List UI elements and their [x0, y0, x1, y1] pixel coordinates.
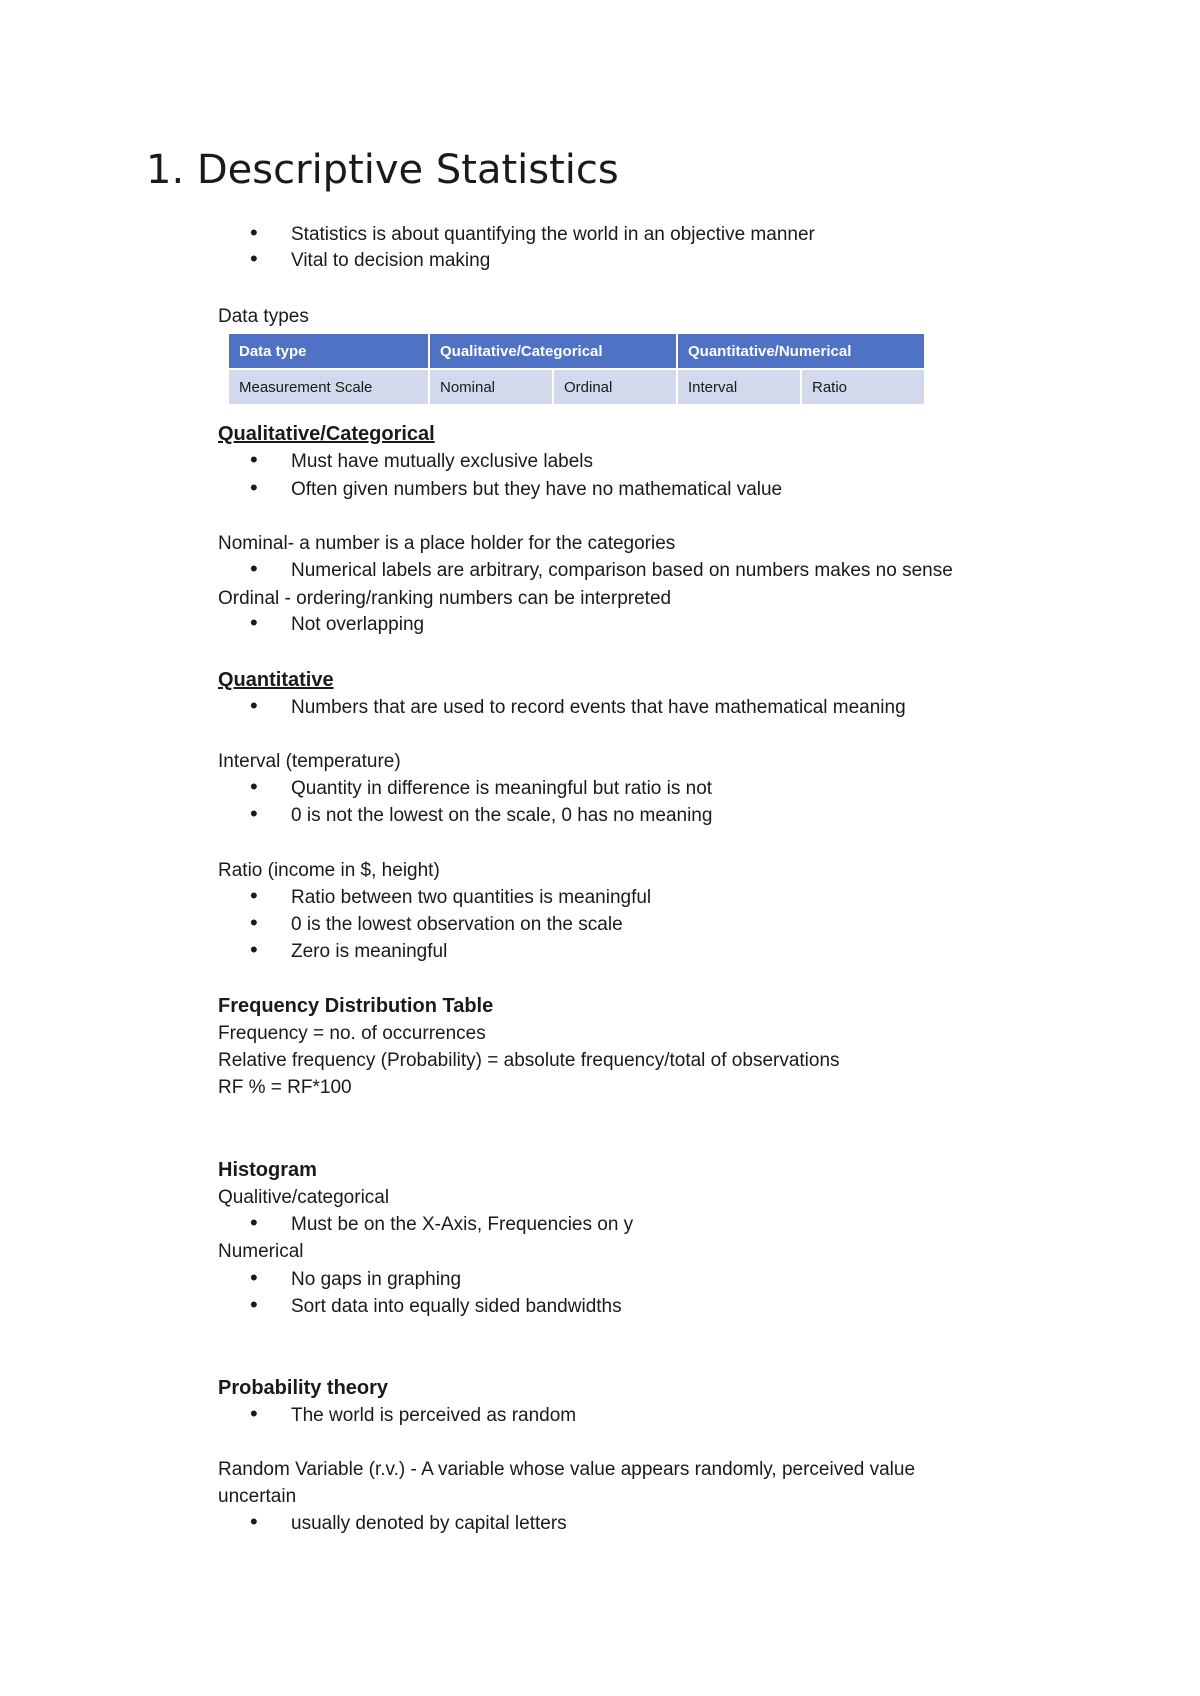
- table-row: [229, 369, 925, 404]
- list-item: • The world is perceived as random: [291, 1403, 576, 1429]
- list-item: • Not overlapping: [291, 612, 424, 638]
- table-header-cell: Quantitative/Numerical: [677, 334, 925, 369]
- ratio-line: Ratio (income in $, height): [218, 860, 440, 881]
- interval-line: Interval (temperature): [218, 751, 401, 772]
- ordinal-line: Ordinal - ordering/ranking numbers can be interpreted: [218, 588, 672, 609]
- list-item: • Numerical labels are arbitrary, comparison based on numbers makes no sense: [291, 558, 953, 584]
- list-item: • Must have mutually exclusive labels: [291, 449, 593, 475]
- section-heading: Qualitative/Categorical: [218, 423, 435, 445]
- data-types-table: [229, 334, 926, 404]
- list-item: • 0 is not the lowest on the scale, 0 has no meaning: [291, 803, 712, 829]
- table-cell: Interval: [677, 369, 801, 404]
- list-item: • Zero is meaningful: [291, 939, 447, 965]
- table-cell: Ratio: [801, 369, 925, 404]
- list-item: • Ratio between two quantities is meaningful: [291, 885, 651, 911]
- list-item: • Numbers that are used to record events that have mathematical meaning: [291, 695, 906, 721]
- list-item: • Statistics is about quantifying the world in an objective manner: [291, 222, 815, 248]
- text-line: Numerical: [218, 1241, 304, 1262]
- text-line: Random Variable (r.v.) - A variable whose value appears randomly, perceived value: [218, 1459, 916, 1480]
- list-item: • Vital to decision making: [291, 248, 490, 274]
- list-item: • Quantity in difference is meaningful but ratio is not: [291, 776, 712, 802]
- text-line: Relative frequency (Probability) = absolute frequency/total of observations: [218, 1050, 840, 1071]
- table-header-cell: Qualitative/Categorical: [429, 334, 677, 369]
- data-types-label: Data types: [218, 306, 309, 327]
- nominal-line: Nominal- a number is a place holder for the categories: [218, 533, 676, 554]
- text-line: Frequency = no. of occurrences: [218, 1023, 486, 1044]
- list-item: • 0 is the lowest observation on the scale: [291, 912, 623, 938]
- list-item: • Sort data into equally sided bandwidths: [291, 1294, 622, 1320]
- section-heading: Quantitative: [218, 669, 334, 691]
- section-heading: Frequency Distribution Table: [218, 995, 494, 1017]
- table-header-cell: Data type: [229, 334, 429, 369]
- text-line: Qualitive/categorical: [218, 1187, 390, 1208]
- table-header-row: [229, 334, 925, 369]
- section-heading: Histogram: [218, 1159, 317, 1181]
- page-title: 1. Descriptive Statistics: [146, 147, 619, 193]
- section-heading: Probability theory: [218, 1377, 389, 1399]
- text-line: RF % = RF*100: [218, 1077, 352, 1098]
- list-item: • Often given numbers but they have no mathematical value: [291, 477, 782, 503]
- table-cell: Ordinal: [553, 369, 677, 404]
- list-item: • Must be on the X-Axis, Frequencies on y: [291, 1212, 633, 1238]
- list-item: • No gaps in graphing: [291, 1267, 461, 1293]
- table-cell: Measurement Scale: [229, 369, 429, 404]
- list-item: • usually denoted by capital letters: [291, 1511, 567, 1537]
- text-line: uncertain: [218, 1486, 297, 1507]
- table-cell: Nominal: [429, 369, 553, 404]
